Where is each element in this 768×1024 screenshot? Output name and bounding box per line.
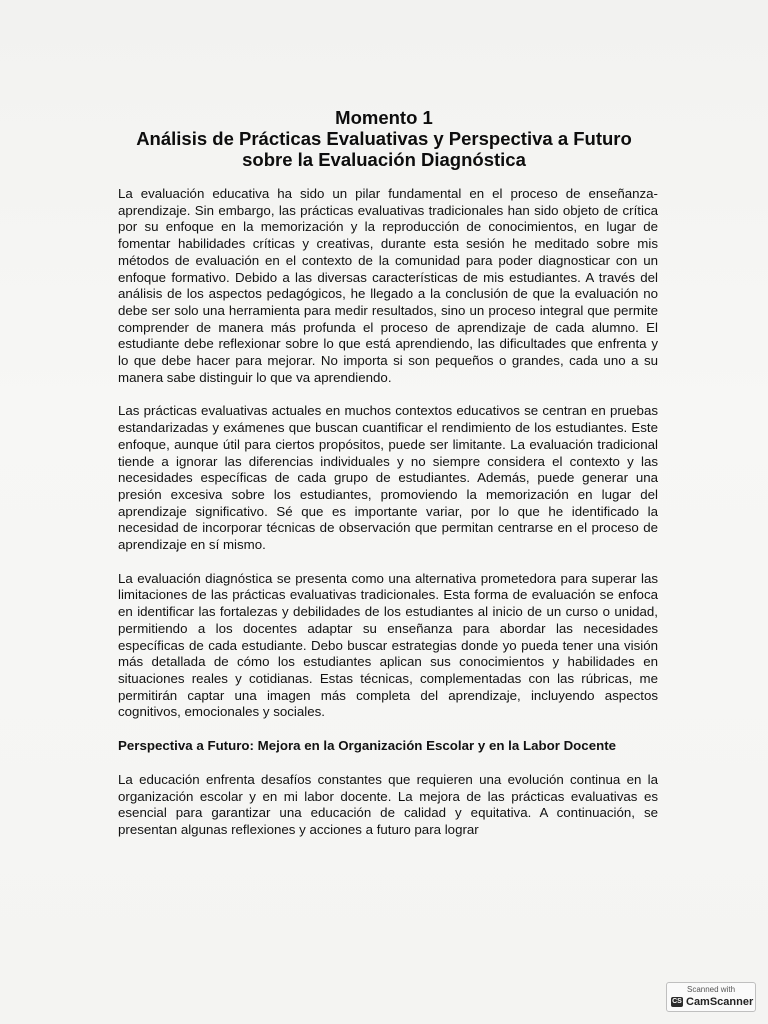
watermark-caption: Scanned with bbox=[686, 985, 736, 994]
paragraph-1: La evaluación educativa ha sido un pilar fundamental en el proceso de enseñanza-aprendizaje. Sin embargo, las prácticas evaluativas tradicionales han sido objeto de crítica por su enfoque en la memorización y la reproducción de conocimientos, en lugar de fomentar habilidades críticas y creativas, durante esta sesión he meditado sobre mis métodos de evaluación en el contexto de la comunidad para poder diagnosticar con un enfoque formativo. Debido a las diversas características de mis estudiantes. A través del análisis de los aspectos pedagógicos, he llegado a la conclusión de que la evaluación no debe ser solo una herramienta para medir resultados, sino un proceso integral que permite comprender de manera más profunda el proceso de aprendizaje de cada alumno. El estudiante debe reflexionar sobre lo que está aprendiendo, las dificultades que enfrenta y lo que debe hacer para mejorar. No importa si son pequeños o grandes, cada uno a su manera sabe distinguir lo que va aprendiendo. bbox=[118, 186, 658, 385]
paragraph-3: La evaluación diagnóstica se presenta como una alternativa prometedora para superar las limitaciones de las prácticas evaluativas tradicionales. Esta forma de evaluación se enfoca en identificar las fortalezas y debilidades de los estudiantes al inicio de un curso o unidad, permitiendo a los docentes adaptar su enseñanza para abordar las necesidades específicas de cada estudiante. Debo buscar estrategias donde yo pueda tener una visión más detallada de cómo los estudiantes aplican sus conocimientos y habilidades en situaciones reales y cotidianas. Estas técnicas, complementadas con las rúbricas, me permitirán captar una imagen más completa del aprendizaje, incluyendo aspectos cognitivos, emocionales y sociales. bbox=[118, 570, 658, 720]
watermark-brand: CamScanner bbox=[686, 996, 754, 1008]
document-body bbox=[118, 186, 658, 856]
camscanner-watermark bbox=[666, 982, 756, 1012]
section-heading: Perspectiva a Futuro: Mejora en la Organización Escolar y en la Labor Docente bbox=[118, 738, 617, 754]
title-main-line2: sobre la Evaluación Diagnóstica bbox=[242, 149, 526, 170]
paragraph-4: La educación enfrenta desafíos constantes que requieren una evolución continua en la organización escolar y en mi labor docente. La mejora de las prácticas evaluativas es esencial para garantizar una educación de calidad y equitativa. A continuación, se presentan algunas reflexiones y acciones a futuro para lograr bbox=[118, 771, 658, 837]
title-moment: Momento 1 bbox=[335, 107, 433, 128]
camscanner-logo-icon: CS bbox=[672, 998, 682, 1005]
paragraph-2: Las prácticas evaluativas actuales en muchos contextos educativos se centran en pruebas estandarizadas y exámenes que buscan cuantificar el rendimiento de los estudiantes. Este enfoque, aunque útil para ciertos propósitos, puede ser limitante. La evaluación tradicional tiende a ignorar las diferencias individuales y no siempre considera el contexto y las necesidades específicas de cada grupo de estudiantes. Además, puede generar una presión excesiva sobre los estudiantes, promoviendo la memorización en lugar del aprendizaje significativo. Sé que es importante variar, por lo que he identificado la necesidad de incorporar técnicas de observación que permitan centrarse en el proceso de aprendizaje en sí mismo. bbox=[118, 403, 658, 553]
document-title bbox=[110, 107, 658, 170]
title-main-line1: Análisis de Prácticas Evaluativas y Perspectiva a Futuro bbox=[136, 128, 632, 149]
